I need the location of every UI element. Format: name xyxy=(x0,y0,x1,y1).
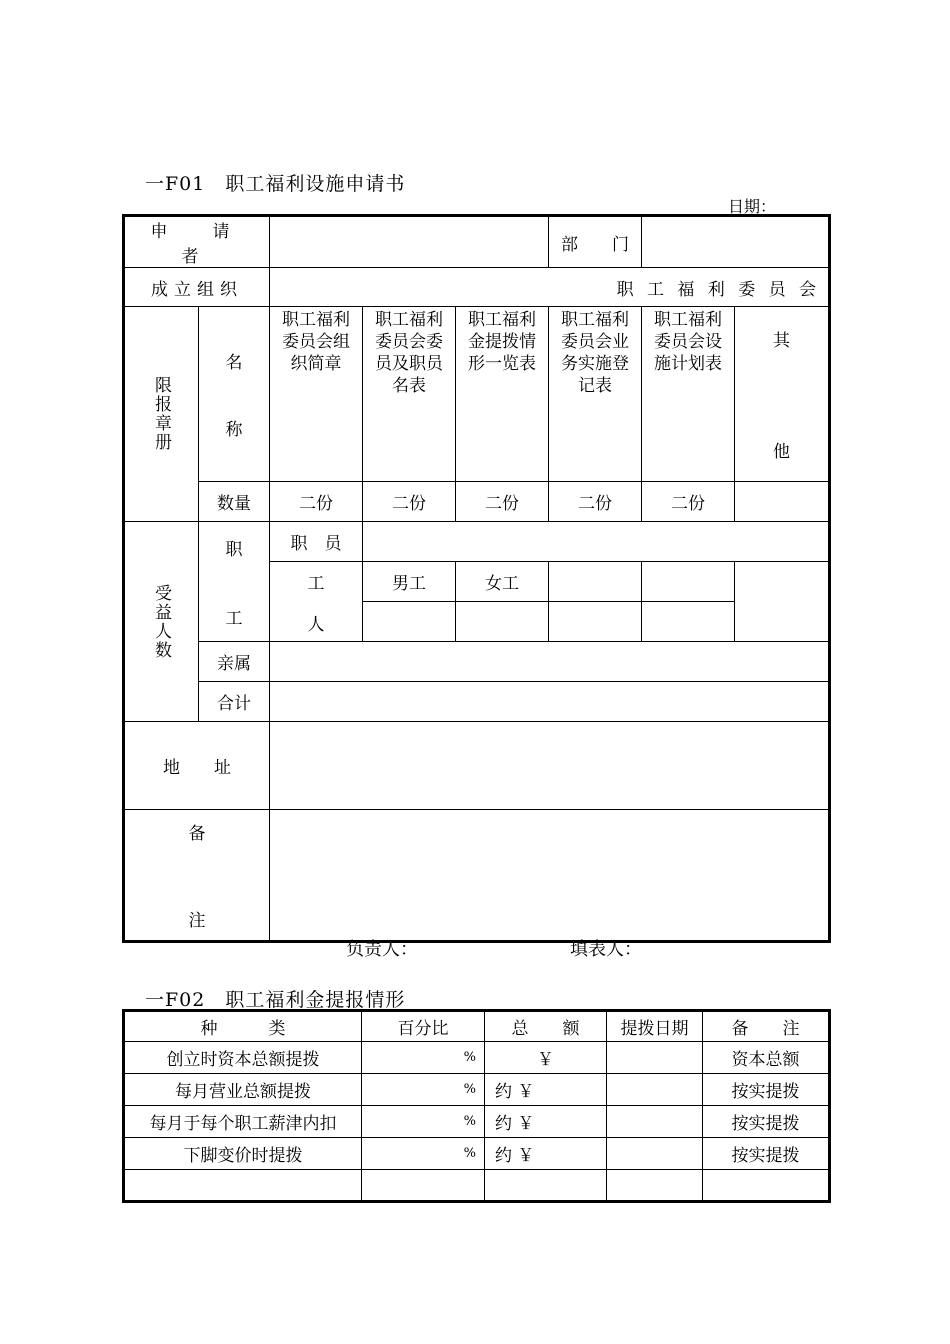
form1-title: 一F01 职工福利设施申请书 xyxy=(145,173,406,195)
relatives-label: 亲属 xyxy=(199,642,270,682)
row-note[interactable] xyxy=(703,1170,830,1202)
row-date[interactable] xyxy=(607,1138,703,1170)
form2-title: 一F02 职工福利金提报情形 xyxy=(145,989,406,1011)
applicant-label: 申 请 者 xyxy=(124,216,270,268)
quantity-2: 二份 xyxy=(363,482,456,522)
staff-field[interactable] xyxy=(363,522,830,562)
row-type[interactable] xyxy=(124,1170,362,1202)
row-type: 下脚变价时提拨 xyxy=(124,1138,362,1170)
header-date: 提拨日期 xyxy=(607,1011,703,1042)
employee-bottom: 工 xyxy=(225,608,243,629)
row-date[interactable] xyxy=(607,1170,703,1202)
total-label: 合计 xyxy=(199,682,270,722)
relatives-field[interactable] xyxy=(270,642,830,682)
table-row xyxy=(124,1138,830,1170)
quantity-4: 二份 xyxy=(549,482,642,522)
worker-extra-2[interactable] xyxy=(642,562,735,602)
table-row xyxy=(124,1106,830,1138)
other-bottom: 他 xyxy=(773,442,791,462)
header-note: 备 注 xyxy=(703,1011,830,1042)
row-note: 按实提拨 xyxy=(703,1138,830,1170)
quantity-3: 二份 xyxy=(456,482,549,522)
row-date[interactable] xyxy=(607,1106,703,1138)
limit-label-cell xyxy=(124,307,199,522)
header-amount: 总 额 xyxy=(485,1011,607,1042)
organization-value: 职 工 福 利 委 员 会 xyxy=(270,268,830,307)
row-amount[interactable]: 约 ￥ xyxy=(485,1106,607,1138)
doc-name-1: 职工福利委员会组织简章 xyxy=(270,307,363,482)
row-percent[interactable] xyxy=(362,1170,485,1202)
table-row xyxy=(124,1170,830,1202)
address-label: 地 址 xyxy=(124,722,270,810)
quantity-1: 二份 xyxy=(270,482,363,522)
row-note: 按实提拨 xyxy=(703,1074,830,1106)
row-type: 创立时资本总额提拨 xyxy=(124,1042,362,1074)
row-amount[interactable]: 约 ￥ xyxy=(485,1074,607,1106)
female-label: 女工 xyxy=(456,562,549,602)
row-amount[interactable] xyxy=(485,1170,607,1202)
worker-bottom: 人 xyxy=(307,614,325,635)
remarks-label-cell xyxy=(124,810,270,942)
remarks-field[interactable] xyxy=(270,810,830,942)
worker-count-1[interactable] xyxy=(549,602,642,642)
remarks-top: 备 xyxy=(188,824,206,844)
header-type: 种 类 xyxy=(124,1011,362,1042)
row-note: 资本总额 xyxy=(703,1042,830,1074)
worker-count-2[interactable] xyxy=(642,602,735,642)
male-count[interactable] xyxy=(363,602,456,642)
doc-name-5: 职工福利委员会设施计划表 xyxy=(642,307,735,482)
welfare-fund-table xyxy=(122,1009,831,1203)
table-row xyxy=(124,1074,830,1106)
name-label-bottom: 称 xyxy=(225,420,243,440)
date-label: 日期： xyxy=(728,197,777,216)
row-amount[interactable]: 约 ￥ xyxy=(485,1138,607,1170)
quantity-5: 二份 xyxy=(642,482,735,522)
staff-label: 职 员 xyxy=(270,522,363,562)
worker-extra-3[interactable] xyxy=(735,562,830,642)
row-date[interactable] xyxy=(607,1074,703,1106)
row-date[interactable] xyxy=(607,1042,703,1074)
doc-name-4: 职工福利委员会业务实施登记表 xyxy=(549,307,642,482)
other-top: 其 xyxy=(773,331,791,351)
row-percent[interactable]: % xyxy=(362,1042,485,1074)
responsible-label: 负责人： xyxy=(346,939,418,960)
row-type: 每月于每个职工薪津内扣 xyxy=(124,1106,362,1138)
row-percent[interactable]: % xyxy=(362,1074,485,1106)
worker-label-cell xyxy=(270,562,363,642)
facility-application-table xyxy=(122,214,831,943)
other-label-cell xyxy=(735,307,830,482)
total-field[interactable] xyxy=(270,682,830,722)
table-row xyxy=(124,1042,830,1074)
quantity-label: 数量 xyxy=(199,482,270,522)
applicant-field[interactable] xyxy=(270,216,549,268)
beneficiary-label-cell xyxy=(124,522,199,722)
name-label-top: 名 xyxy=(225,353,243,373)
male-label: 男工 xyxy=(363,562,456,602)
limit-label: 限报章册 xyxy=(151,376,171,452)
remarks-bottom: 注 xyxy=(188,911,206,931)
header-percent: 百分比 xyxy=(362,1011,485,1042)
row-percent[interactable]: % xyxy=(362,1106,485,1138)
doc-name-2: 职工福利委员会委员及职员名表 xyxy=(363,307,456,482)
organization-label: 成立组织 xyxy=(124,268,270,307)
filler-label: 填表人： xyxy=(570,939,642,960)
department-field[interactable] xyxy=(642,216,830,268)
worker-extra-1[interactable] xyxy=(549,562,642,602)
worker-top: 工 xyxy=(307,573,325,594)
female-count[interactable] xyxy=(456,602,549,642)
beneficiary-label: 受益人数 xyxy=(151,583,171,660)
row-note: 按实提拨 xyxy=(703,1106,830,1138)
address-field[interactable] xyxy=(270,722,830,810)
department-label: 部 门 xyxy=(549,216,642,268)
quantity-other[interactable] xyxy=(735,482,830,522)
employee-top: 职 xyxy=(225,539,243,560)
doc-name-3: 职工福利金提拨情形一览表 xyxy=(456,307,549,482)
employee-label-cell xyxy=(199,522,270,642)
row-percent[interactable]: % xyxy=(362,1138,485,1170)
name-label-cell xyxy=(199,307,270,482)
row-type: 每月营业总额提拨 xyxy=(124,1074,362,1106)
row-amount[interactable]: ￥ xyxy=(485,1042,607,1074)
